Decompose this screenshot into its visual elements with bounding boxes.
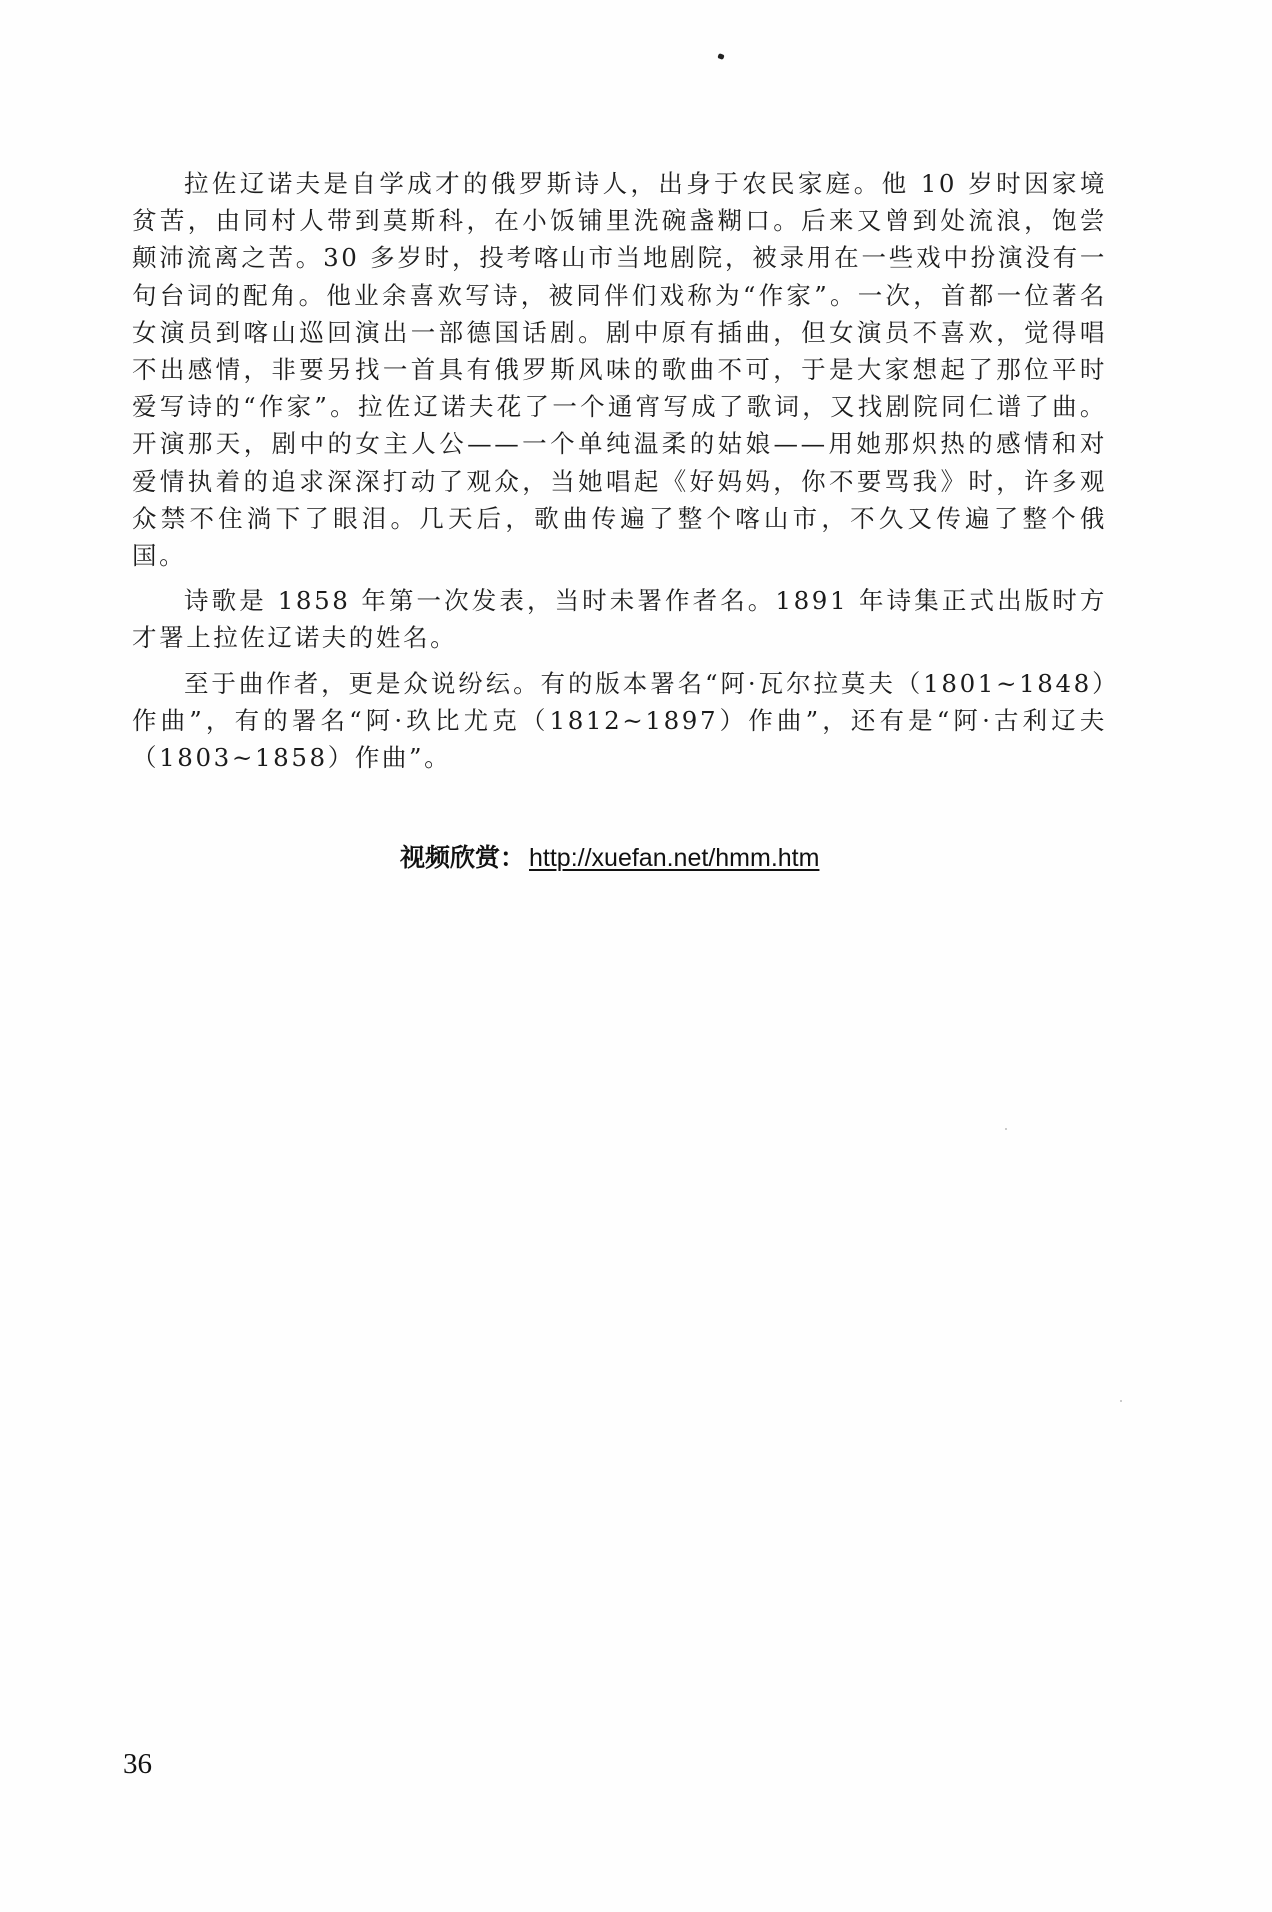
- scan-speck: [717, 53, 724, 60]
- video-url-link[interactable]: http://xuefan.net/hmm.htm: [529, 844, 820, 872]
- page-number: 36: [123, 1748, 152, 1780]
- body-text: [132, 165, 1107, 776]
- paragraph-composer: 至于曲作者，更是众说纷纭。有的版本署名“阿·瓦尔拉莫夫（1801~1848）作曲”，有的署名“阿·玖比尤克（1812~1897）作曲”，还有是“阿·古利辽夫（1803~1858）作曲”。: [132, 668, 1107, 773]
- paragraph-biography: 拉佐辽诺夫是自学成才的俄罗斯诗人，出身于农民家庭。他 10 岁时因家境贫苦，由同村人带到莫斯科，在小饭铺里洗碗盏糊口。后来又曾到处流浪，饱尝颠沛流离之苦。30 多岁时，投考喀山市当地剧院，被录用在一些戏中扮演没有一句台词的配角。他业余喜欢写诗，被同伴们戏称为“作家”。一次，首都一位著名女演员到喀山巡回演出一部德国话剧。剧中原有插曲，但女演员不喜欢，觉得唱不出感情，非要另找一首具有俄罗斯风味的歌曲不可，于是大家想起了那位平时爱写诗的“作家”。拉佐辽诺夫花了一个通宵写成了歌词，又找剧院同仁谱了曲。开演那天，剧中的女主人公——一个单纯温柔的姑娘——用她那炽热的感情和对爱情执着的追求深深打动了观众，当她唱起《好妈妈，你不要骂我》时，许多观众禁不住淌下了眼泪。几天后，歌曲传遍了整个喀山市，不久又传遍了整个俄国。: [132, 169, 1107, 571]
- scan-noise-dot: [1005, 1128, 1007, 1130]
- video-link-line: [400, 838, 819, 874]
- paragraph-publication: 诗歌是 1858 年第一次发表，当时未署作者名。1891 年诗集正式出版时方才署上拉佐辽诺夫的姓名。: [132, 586, 1107, 653]
- scan-noise-dot: [1120, 1400, 1122, 1402]
- video-label: 视频欣赏：: [400, 844, 526, 872]
